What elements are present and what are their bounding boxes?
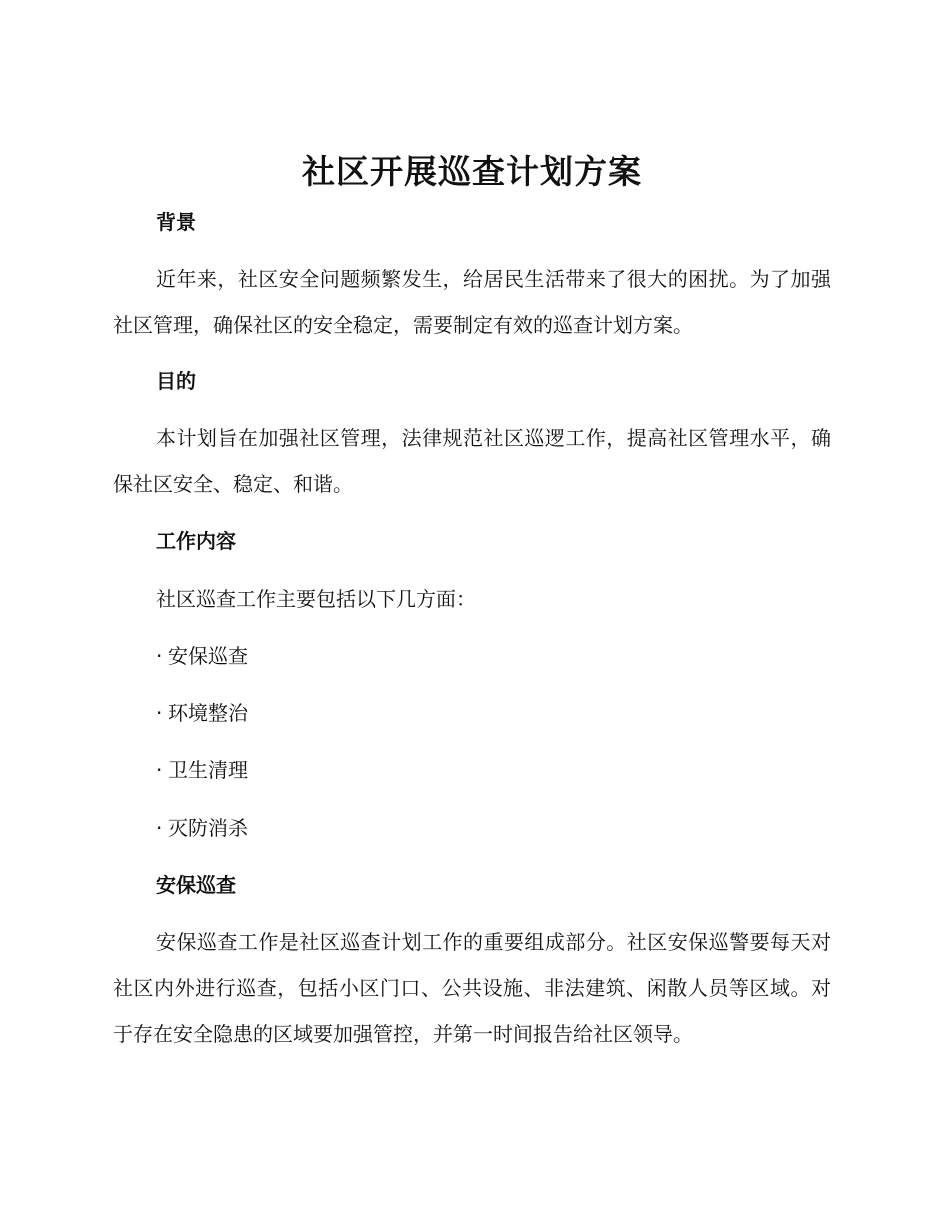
bullet-marker: · [156,816,163,840]
list-item-label: 卫生清理 [168,758,248,782]
list-item [156,813,248,843]
list-item [156,698,248,728]
list-item-label: 环境整治 [168,701,248,725]
document-title: 社区开展巡查计划方案 [302,152,642,191]
section-paragraph-background: 近年来，社区安全问题频繁发生，给居民生活带来了很大的困扰。为了加强社区管理，确保社区的安全稳定，需要制定有效的巡查计划方案。 [113,267,831,337]
bullet-marker: · [156,758,163,782]
list-item-label: 安保巡查 [168,644,248,668]
list-item-label: 灭防消杀 [168,816,248,840]
section-heading-security-patrol: 安保巡查 [156,873,236,897]
bullet-marker: · [156,701,163,725]
section-paragraph-security-patrol: 安保巡查工作是社区巡查计划工作的重要组成部分。社区安保巡警要每天对社区内外进行巡查，包括小区门口、公共设施、非法建筑、闲散人员等区域。对于存在安全隐患的区域要加强管控，并第一时间报告给社区领导。 [113,930,831,1046]
section-intro-work-content: 社区巡查工作主要包括以下几方面： [156,587,476,611]
section-heading-background: 背景 [156,210,196,234]
section-heading-work-content: 工作内容 [156,529,236,553]
section-heading-purpose: 目的 [156,369,196,393]
list-item [156,641,248,671]
section-paragraph-purpose: 本计划旨在加强社区管理，法律规范社区巡逻工作，提高社区管理水平，确保社区安全、稳定、和谐。 [113,426,831,496]
list-item [156,755,248,785]
bullet-marker: · [156,644,163,668]
